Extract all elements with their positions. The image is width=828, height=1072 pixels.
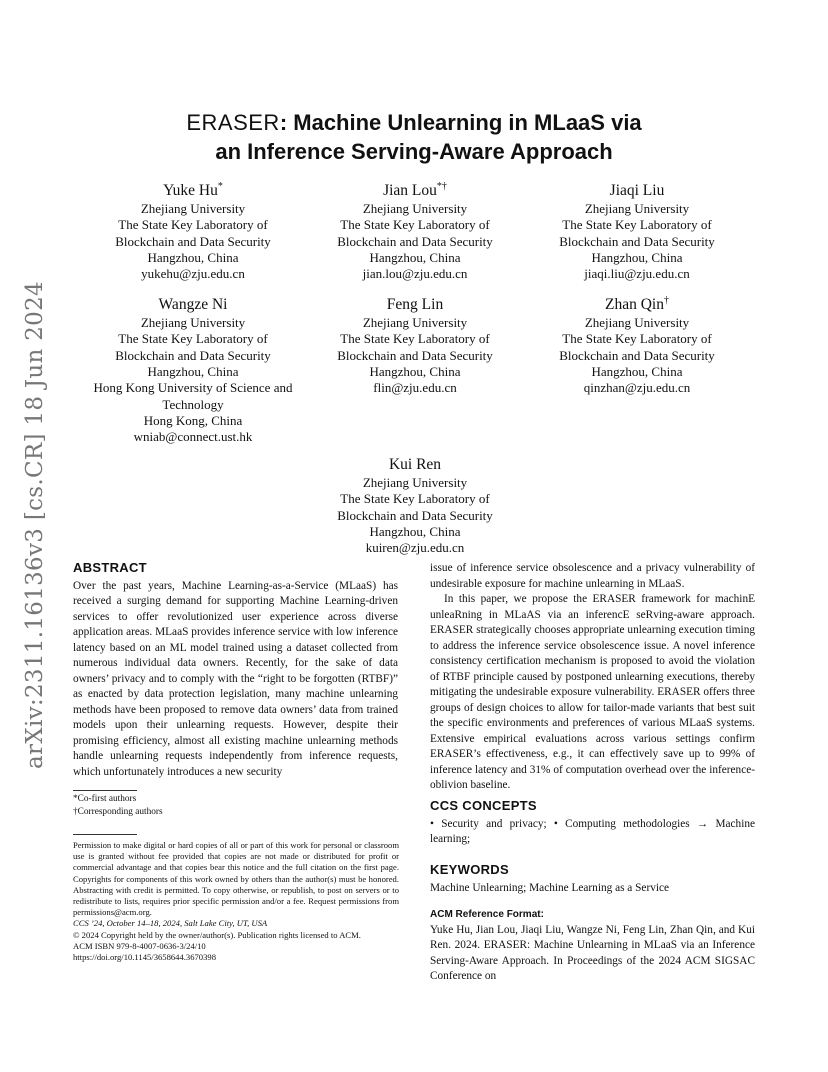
author-affiliation: The State Key Laboratory of xyxy=(340,491,490,507)
keywords-heading: KEYWORDS xyxy=(430,862,509,877)
permission-text: Permission to make digital or hard copies of all or part of this work for personal or classroom use is granted without fee provided that copies are not made or distributed for profit or commercial advantage and that copies bear this notice and the full citation on the first page. Copyrights for components of this work owned by others than the author(s) must be honored. Abstracting with credit is permitted. To copy otherwise, or republish, to post on servers or to redistribute to lists, requires prior specific permission and/or a fee. Request permissions from permissions@acm.org. xyxy=(73,840,399,918)
author-affiliation: Zhejiang University xyxy=(584,315,690,331)
author-name: Kui Ren xyxy=(388,456,442,474)
author-email: flin@zju.edu.cn xyxy=(373,380,457,396)
abstract-continued xyxy=(430,561,755,794)
acm-reference-heading: ACM Reference Format: xyxy=(430,909,544,920)
author-location: Hangzhou, China xyxy=(369,250,461,266)
author-affiliation: Blockchain and Data Security xyxy=(559,233,715,249)
author-name: Zhan Qin† xyxy=(605,295,669,314)
paper-title xyxy=(74,108,754,166)
author-location: Hong Kong, China xyxy=(143,412,243,428)
doi-link[interactable]: https://doi.org/10.1145/3658644.3670398 xyxy=(73,952,216,963)
author-affiliation: The State Key Laboratory of xyxy=(340,217,490,233)
author-affiliation: The State Key Laboratory of xyxy=(340,331,490,347)
author-email: kuiren@zju.edu.cn xyxy=(365,540,465,556)
author-location: Hangzhou, China xyxy=(591,250,683,266)
footnotes xyxy=(73,793,163,819)
isbn-line: ACM ISBN 979-8-4007-0636-3/24/10 xyxy=(73,940,206,951)
author-block-3 xyxy=(517,177,757,283)
abstract-continued-text: issue of inference service obsolescence and a privacy vulnerability of undesirable exposure for machine unlearning in MLaaS. xyxy=(430,562,755,590)
title-system-name: ERASER xyxy=(186,110,280,135)
footnote-corresponding: †Corresponding authors xyxy=(73,807,163,817)
author-affiliation: Zhejiang University xyxy=(362,315,468,331)
author-affiliation: The State Key Laboratory of xyxy=(118,331,268,347)
author-location: Hangzhou, China xyxy=(369,364,461,380)
author-name: Yuke Hu* xyxy=(163,181,223,200)
author-email: jiaqi.liu@zju.edu.cn xyxy=(584,266,690,282)
author-affiliation: Zhejiang University xyxy=(140,201,246,217)
abstract-paragraph-2: In this paper, we propose the ERASER framework for machinE unleaRning in MLaAS via an inferencE seRving-aware approach. ERASER strategically chooses appropriate unlearning execution timing to address the inference service obsolescence issue. A novel inference consistency certification mechanism is proposed to avoid the violation of RTBF principle caused by postponed unlearning executions, thereby mitigating the undesirable exposure vulnerability. ERASER offers three groups of design choices to allow for tailor-made variants that best suit the specific environments and preferences of various MLaaS systems. Extensive empirical evaluations across various settings confirm ERASER’s effectiveness, e.g., it can effectively save up to 99% of inference latency and 31% of computation overhead over the inference-oblivion baseline. xyxy=(430,593,755,791)
author-block-4 xyxy=(73,291,313,446)
author-block-2 xyxy=(295,177,535,283)
author-name: Wangze Ni xyxy=(158,296,228,314)
author-affiliation: Hong Kong University of Science and xyxy=(93,380,293,396)
ccs-heading: CCS CONCEPTS xyxy=(430,798,537,813)
copyright-line: © 2024 Copyright held by the owner/author(s). Publication rights licensed to ACM. xyxy=(73,929,361,940)
author-name: Jiaqi Liu xyxy=(609,182,665,200)
author-affiliation: Technology xyxy=(162,396,224,412)
author-affiliation: Zhejiang University xyxy=(362,201,468,217)
author-email: qinzhan@zju.edu.cn xyxy=(583,380,691,396)
keywords-section xyxy=(430,862,755,896)
author-location: Hangzhou, China xyxy=(591,364,683,380)
abstract-text: Over the past years, Machine Learning-as-a-Service (MLaaS) has received a surging demand for supporting Machine Learning-driven services to offer revolutionized user experience across diverse application areas. MLaaS provides inference service with low inference latency based on an ML model trained using a dataset collected from numerous individual data owners. Recently, for the sake of data owners’ privacy and to comply with the “right to be forgotten (RTBF)” as enacted by data protection legislation, many machine unlearning methods have been proposed to remove data owners’ data from trained models upon their unlearning requests. However, despite their promising efficiency, almost all existing machine unlearning methods handle unlearning requests independently from inference requests, which unfortunately introduces a new security xyxy=(73,579,398,778)
author-affiliation: The State Key Laboratory of xyxy=(562,331,712,347)
author-affiliation: Blockchain and Data Security xyxy=(559,347,715,363)
author-name: Jian Lou*† xyxy=(383,181,447,200)
permission-notice xyxy=(73,840,399,963)
author-affiliation: Blockchain and Data Security xyxy=(115,233,271,249)
footnote-divider xyxy=(73,790,137,791)
ccs-text: • Security and privacy; • Computing methodologies → Machine learning; xyxy=(430,817,755,845)
author-affiliation: Blockchain and Data Security xyxy=(115,347,271,363)
author-block-1 xyxy=(73,177,313,283)
author-affiliation: Blockchain and Data Security xyxy=(337,233,493,249)
title-line2: an Inference Serving-Aware Approach xyxy=(215,139,613,164)
author-affiliation: Zhejiang University xyxy=(584,201,690,217)
arxiv-identifier: arXiv:2311.16136v3 [cs.CR] 18 Jun 2024 xyxy=(22,281,48,769)
author-location: Hangzhou, China xyxy=(147,250,239,266)
author-block-5 xyxy=(295,291,535,397)
author-affiliation: The State Key Laboratory of xyxy=(562,217,712,233)
permission-divider xyxy=(73,834,137,835)
author-location: Hangzhou, China xyxy=(369,524,461,540)
keywords-text: Machine Unlearning; Machine Learning as a Service xyxy=(430,881,670,894)
author-affiliation: Zhejiang University xyxy=(362,475,468,491)
acm-reference-section xyxy=(430,907,755,985)
author-affiliation: Blockchain and Data Security xyxy=(337,347,493,363)
author-email: yukehu@zju.edu.cn xyxy=(141,266,245,282)
abstract-heading: ABSTRACT xyxy=(73,560,147,575)
title-line1: : Machine Unlearning in MLaaS via xyxy=(279,110,642,135)
acm-reference-text: Yuke Hu, Jian Lou, Jiaqi Liu, Wangze Ni, Feng Lin, Zhan Qin, and Kui Ren. 2024. ERASER: Machine Unlearning in MLaaS via an Inference Serving-Aware Approach. In Proceedings of the 2024 ACM SIGSAC Conference on xyxy=(430,923,755,982)
author-affiliation: Zhejiang University xyxy=(140,315,246,331)
author-email: jian.lou@zju.edu.cn xyxy=(362,266,468,282)
author-affiliation: Blockchain and Data Security xyxy=(337,507,493,523)
conference-info: CCS ’24, October 14–18, 2024, Salt Lake City, UT, USA xyxy=(73,918,268,929)
author-location: Hangzhou, China xyxy=(147,364,239,380)
abstract-section xyxy=(73,560,398,780)
author-email: wniab@connect.ust.hk xyxy=(133,429,253,445)
author-block-6 xyxy=(517,291,757,397)
ccs-section xyxy=(430,798,755,848)
author-affiliation: The State Key Laboratory of xyxy=(118,217,268,233)
author-block-7 xyxy=(295,451,535,557)
author-name: Feng Lin xyxy=(386,296,444,314)
footnote-co-first: *Co-first authors xyxy=(73,794,137,804)
